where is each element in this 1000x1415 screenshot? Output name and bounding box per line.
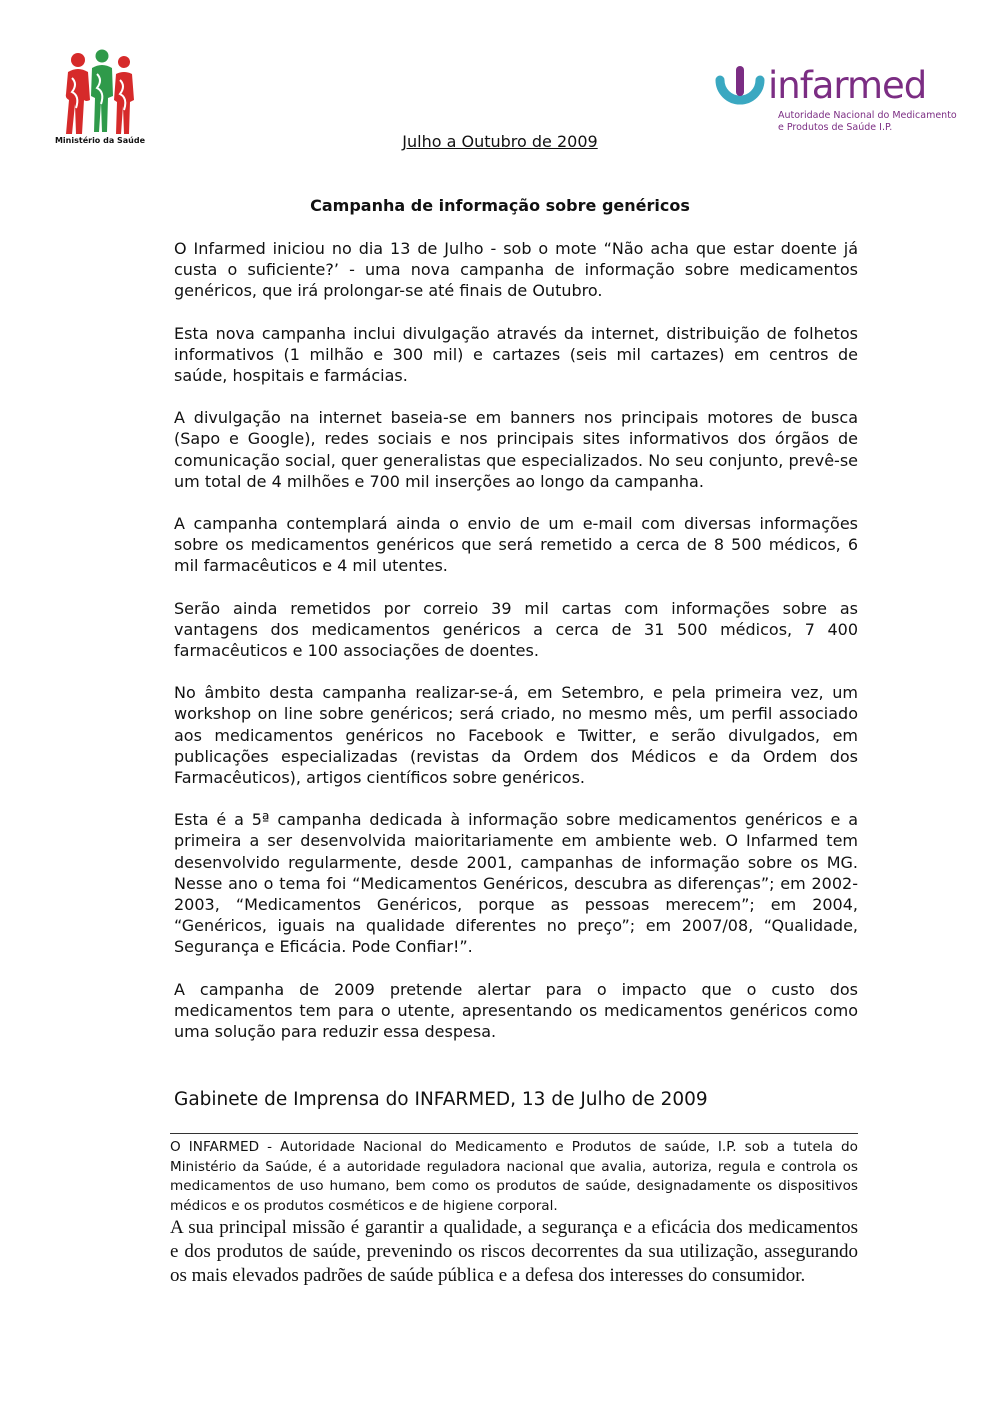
paragraph: A divulgação na internet baseia-se em banners nos principais motores de busca (Sapo e Google), redes sociais e nos principais sites informativos dos órgãos de comunicação social, quer generalistas que especializados. No seu conjunto, prevê-se um total de 4 milhões e 700 mil inserções ao longo da campanha. [174,408,858,491]
paragraph: A campanha de 2009 pretende alertar para o impacto que o custo dos medicamentos tem para o utente, apresentando os medicamentos genéricos como uma solução para reduzir essa despesa. [174,979,858,1042]
infarmed-subtitle-line1: Autoridade Nacional do Medicamento [778,110,957,121]
paragraph: Esta é a 5ª campanha dedicada à informação sobre medicamentos genéricos e a primeira a ser desenvolvida maioritariamente em ambiente web. O Infarmed tem desenvolvido regularmente, desde 2001, campanhas de informação sobre os MG. Nesse ano o tema foi “Medicamentos Genéricos, descubra as diferenças”; em 2002-2003, “Medicamentos Genéricos, porque as pessoas merecem”; em 2004, “Genéricos, iguais na qualidade diferentes no preço”; em 2007/08, “Qualidade, Segurança e Eficácia. Pode Confiar!”. [174,810,858,957]
infarmed-wordmark: infarmed [768,64,927,107]
paragraph: Esta nova campanha inclui divulgação através da internet, distribuição de folhetos informativos (1 milhão e 300 mil) e cartazes (seis mil cartazes) em centros de saúde, hospitais e farmácias. [174,323,858,386]
paragraph: O Infarmed iniciou no dia 13 de Julho - sob o mote “Não acha que estar doente já custa o suficiente?’ - uma nova campanha de informação sobre medicamentos genéricos, que irá prolongar-se até finais de Outubro. [174,239,858,301]
footer [170,1133,858,1288]
ministry-caption: Ministério da Saúde [54,136,146,145]
document-body [174,238,858,1063]
paragraph: Serão ainda remetidos por correio 39 mil cartas com informações sobre as vantagens dos medicamentos genéricos a cerca de 31 500 médicos, 7 400 farmacêuticos e 100 associações de doentes. [174,598,858,661]
date-line: Julho a Outubro de 2009 [402,132,598,151]
infarmed-subtitle-line2: e Produtos de Saúde I.P. [778,122,893,133]
infarmed-mark-icon [712,64,768,120]
paragraph: No âmbito desta campanha realizar-se-á, em Setembro, e pela primeira vez, um workshop on line sobre genéricos; será criado, no mesmo mês, um perfil associado aos medicamentos genéricos no Facebook e Twitter, e serão divulgados, em publicações especializadas (revistas da Ordem dos Médicos e da Ordem dos Farmacêuticos), artigos científicos sobre genéricos. [174,683,858,788]
footer-about: O INFARMED - Autoridade Nacional do Medicamento e Produtos de saúde, I.P. sob a tutela do Ministério da Saúde, é a autoridade reguladora nacional que avalia, autoriza, regula e controla os medicamentos de uso humano, bem como os produtos de saúde, designadamente os dispositivos médicos e os produtos cosméticos e de higiene corporal. [170,1139,858,1214]
paragraph: A campanha contemplará ainda o envio de um e-mail com diversas informações sobre os medicamentos genéricos que será remetido a cerca de 8 500 médicos, 6 mil farmacêuticos e 4 mil utentes. [174,514,858,576]
press-signature: Gabinete de Imprensa do INFARMED, 13 de Julho de 2009 [174,1089,708,1110]
infarmed-logo [712,62,957,142]
document-title: Campanha de informação sobre genéricos [310,196,690,215]
ministry-figures-icon [50,48,150,136]
infarmed-subtitle [778,110,957,134]
footer-mission: A sua principal missão é garantir a qualidade, a segurança e a eficácia dos medicamentos e dos produtos de saúde, prevenindo os riscos decorrentes da sua utilização, assegurando os mais elevados padrões de saúde pública e a defesa dos interesses do consumidor. [170,1217,858,1286]
